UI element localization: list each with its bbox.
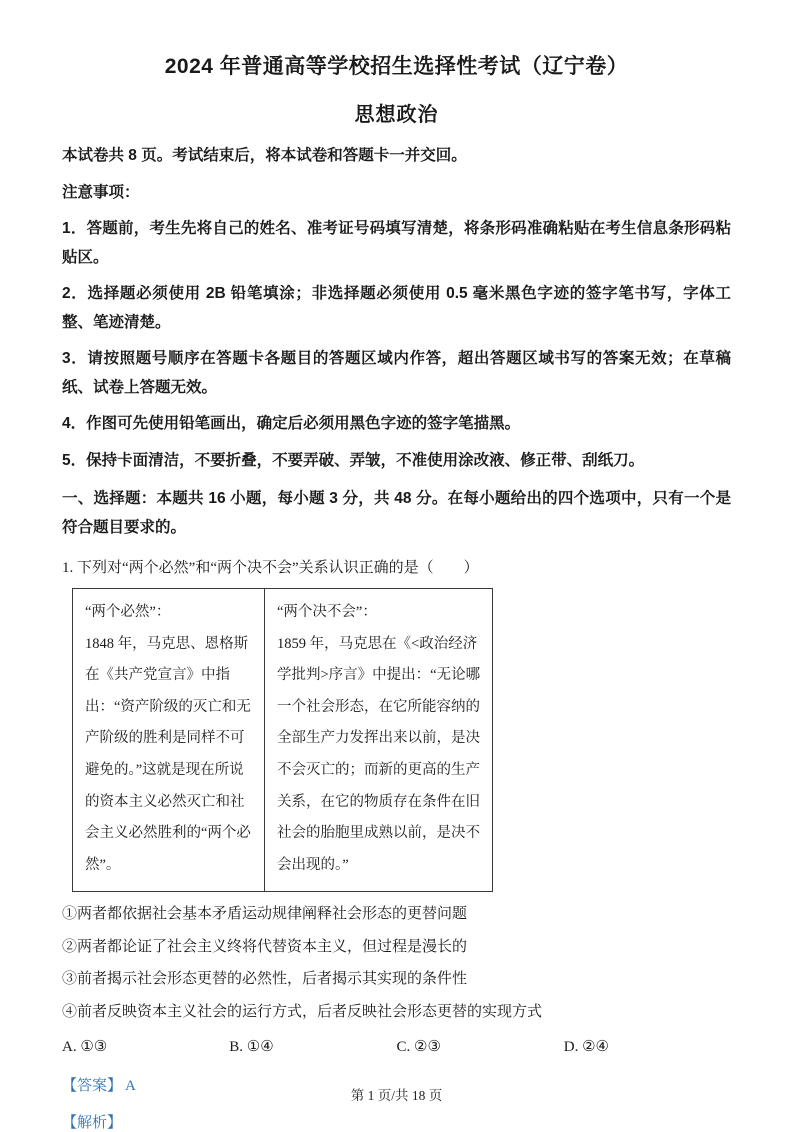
analysis-row: [62, 1111, 731, 1132]
statement-2: ②两者都论证了社会主义终将代替资本主义，但过程是漫长的: [62, 938, 468, 955]
statement-4: ④前者反映资本主义社会的运行方式，后者反映社会形态更替的实现方式: [62, 1003, 543, 1020]
page-footer: 第 1 页/共 18 页: [350, 1088, 443, 1103]
section-heading: 一、选择题：本题共 16 小题，每小题 3 分，共 48 分。在每小题给出的四个选项中，只有一个是符合题目要求的。: [62, 489, 731, 536]
notice-item-2: 2．选择题必须使用 2B 铅笔填涂；非选择题必须使用 0.5 毫米黑色字迹的签字笔书写，字体工整、笔迹清楚。: [62, 284, 731, 332]
question-number: 1.: [62, 559, 74, 576]
notice-item-5: 5．保持卡面清洁，不要折叠，不要弄破、弄皱，不准使用涂改液、修正带、刮纸刀。: [62, 451, 645, 469]
choices-row: [62, 1037, 731, 1056]
answer-value: A: [125, 1078, 136, 1095]
table-cell-right: [265, 588, 493, 891]
left-cell-title: “两个必然”：: [85, 603, 171, 620]
notice-item-1: 1．答题前，考生先将自己的姓名、准考证号码填写清楚，将条形码准确粘贴在考生信息条形码粘贴区。: [62, 219, 731, 266]
statement-3: ③前者揭示社会形态更替的必然性，后者揭示其实现的条件性: [62, 971, 468, 988]
choice-d: D. ②④: [563, 1039, 609, 1056]
page-title: 2024 年普通高等学校招生选择性考试（辽宁卷）: [164, 55, 629, 78]
notice-item-3: 3．请按照题号顺序在答题卡各题目的答题区域内作答，超出答题区域书写的答案无效；在草稿纸、试卷上答题无效。: [62, 350, 731, 397]
question-text: 下列对“两个必然”和“两个决不会”关系认识正确的是（ ）: [77, 559, 479, 576]
notice-heading: 注意事项：: [62, 183, 140, 201]
choice-a: A. ①③: [62, 1039, 108, 1056]
answer-label: 【答案】: [62, 1078, 123, 1095]
table-row: [73, 588, 493, 891]
intro-line: 本试卷共 8 页。考试结束后，将本试卷和答题卡一并交回。: [62, 147, 467, 165]
choice-b: B. ①④: [229, 1039, 274, 1056]
question-stem: [62, 556, 731, 580]
analysis-label: 【解析】: [62, 1115, 123, 1132]
choice-c: C. ②③: [396, 1039, 441, 1056]
left-cell-body: 1848 年，马克思、恩格斯在《共产党宣言》中指出：“资产阶级的灭亡和无产阶级的胜利是同样不可避免的。”这就是现在所说的资本主义必然灭亡和社会主义必然胜利的“两个必然”。: [85, 635, 251, 873]
statement-1: ①两者都依据社会基本矛盾运动规律阐释社会形态的更替问题: [62, 906, 468, 923]
right-cell-body: 1859 年，马克思在《<政治经济学批判>序言》中提出：“无论哪一个社会形态，在它所能容纳的全部生产力发挥出来以前，是决不会灭亡的；而新的更高的生产关系，在它的物质存在条件在旧社会的胎胞里成熟以前，是决不会出现的。”: [277, 635, 481, 873]
right-cell-title: “两个决不会”：: [277, 603, 377, 620]
page-subtitle: 思想政治: [354, 104, 439, 127]
table-cell-left: [73, 588, 265, 891]
comparison-table: [72, 588, 493, 892]
notice-item-4: 4．作图可先使用铅笔画出，确定后必须用黑色字迹的签字笔描黑。: [62, 415, 521, 433]
